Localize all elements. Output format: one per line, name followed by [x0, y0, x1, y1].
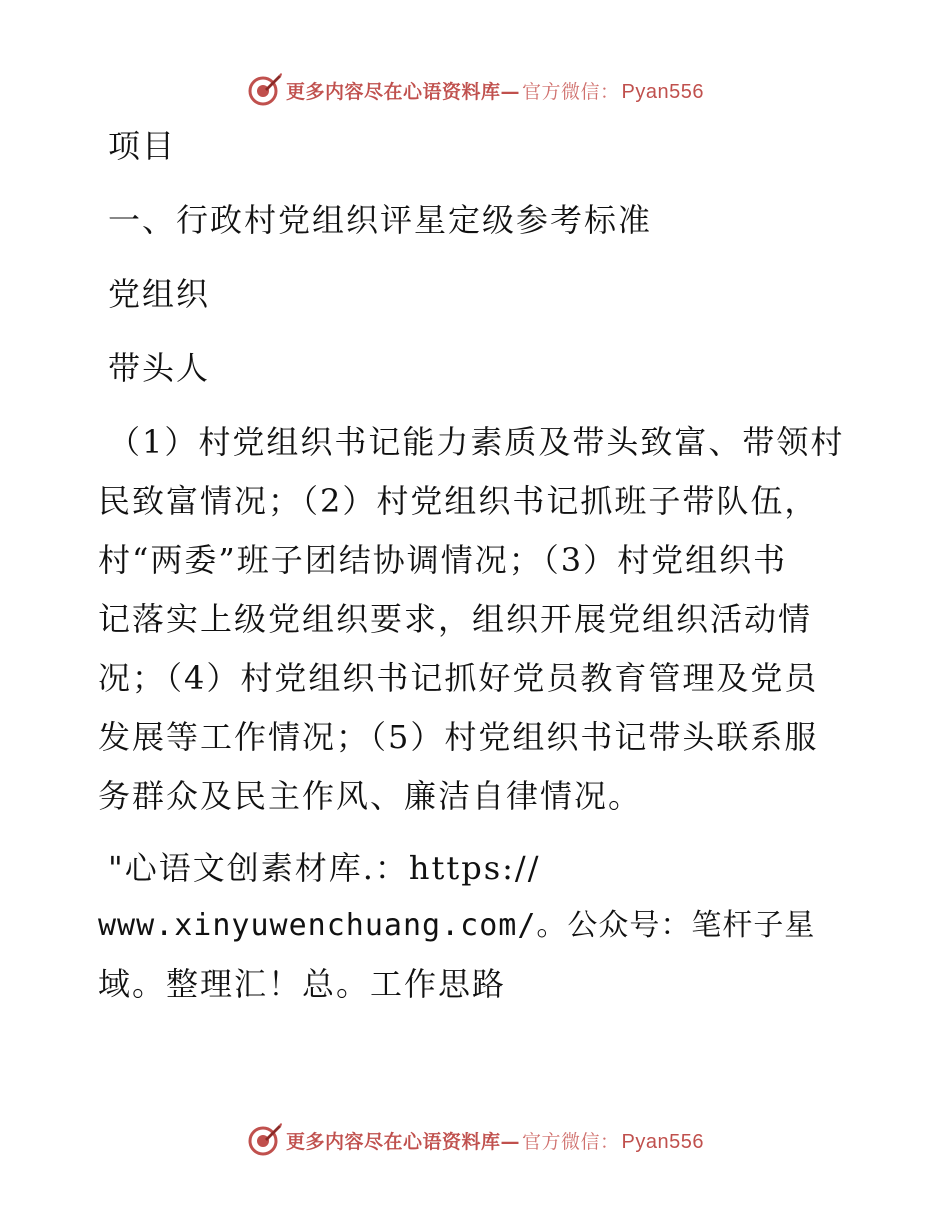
section-title: 一、行政村党组织评星定级参考标准 — [108, 201, 653, 239]
note-line: "心语文创素材库.：https:// — [108, 849, 541, 887]
watermark-site-text: 更多内容尽在心语资料库 — [286, 1130, 501, 1153]
paragraph-line: 发展等工作情况；（5）村党组织书记带头联系服 — [98, 718, 819, 756]
watermark-site-text: 更多内容尽在心语资料库 — [286, 80, 501, 103]
paragraph-line: 村“两委”班子团结协调情况；（3）村党组织书 — [98, 541, 788, 579]
note-line-url: www.xinyuwenchuang.com/。公众号：笔杆子星 — [98, 908, 816, 943]
pen-logo-icon — [246, 1122, 282, 1158]
watermark-wechat-label: 官方微信： — [522, 1130, 620, 1153]
paragraph-line: 况；（4）村党组织书记抓好党员教育管理及党员 — [98, 659, 819, 697]
footer-watermark — [0, 1120, 950, 1160]
pen-logo-icon — [246, 72, 282, 108]
subcategory-label: 带头人 — [108, 349, 211, 387]
watermark-wechat-id: Pyan556 — [621, 1130, 704, 1153]
watermark-wechat-id: Pyan556 — [621, 80, 704, 103]
paragraph-line: 务群众及民主作风、廉洁自律情况。 — [98, 777, 643, 815]
paragraph-line: 民致富情况；（2）村党组织书记抓班子带队伍， — [98, 482, 819, 520]
header-watermark — [0, 70, 950, 110]
note-line: 域。整理汇！总。工作思路 — [98, 965, 507, 1003]
watermark-dash: — — [500, 1130, 521, 1153]
category-label: 党组织 — [108, 275, 211, 313]
watermark-wechat-label: 官方微信： — [522, 80, 620, 103]
paragraph-line: 记落实上级党组织要求，组织开展党组织活动情 — [98, 600, 813, 638]
watermark-dash: — — [500, 80, 521, 103]
heading-item: 项目 — [108, 127, 177, 165]
paragraph-line: （1）村党组织书记能力素质及带头致富、带领村 — [108, 423, 845, 461]
